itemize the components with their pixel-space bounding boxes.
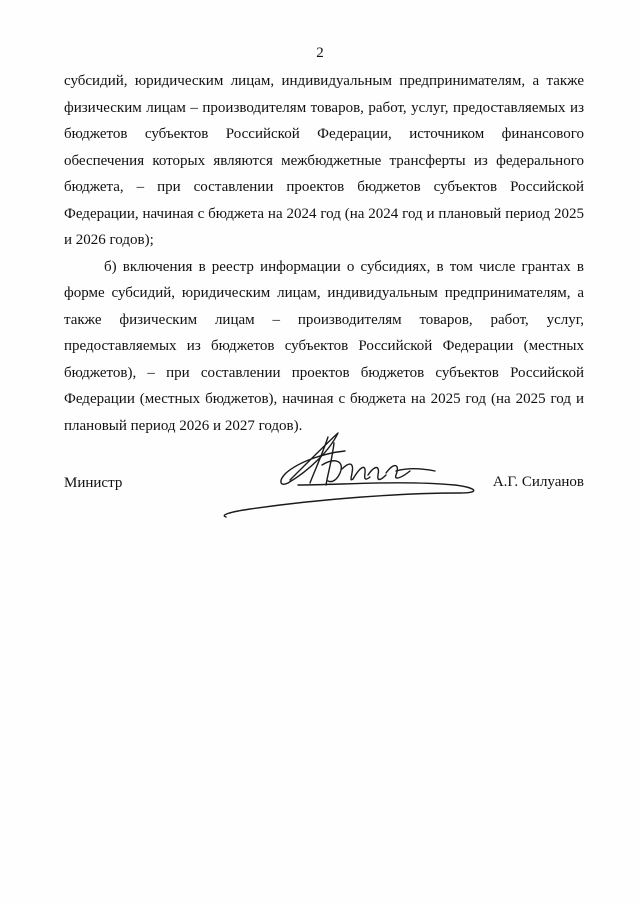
signer-title: Министр: [64, 475, 123, 491]
paragraph-continuation: субсидий, юридическим лицам, индивидуальным предпринимателям, а также физическим лицам – производителям товаров, работ, услуг, предоставляемых из бюджетов субъектов Российской Федерации, источником финансового обеспечения которых являются межбюджетные трансферты из федерального бюджета, – при составлении проектов бюджетов субъектов Российской Федерации, начиная с бюджета на 2024 год (на 2024 год и плановый период 2025 и 2026 годов);: [64, 73, 584, 248]
signature-block: [0, 425, 640, 535]
paragraph-b: б) включения в реестр информации о субсидиях, в том числе грантах в форме субсидий, юридическим лицам, индивидуальным предпринимателям, а также физическим лицам – производителям товаров, работ, услуг, предоставляемых из бюджетов субъектов Российской Федерации (местных бюджетов), – при составлении проектов бюджетов субъектов Российской Федерации (местных бюджетов), начиная с бюджета на 2025 год (на 2025 год и плановый период 2026 и 2027 годов).: [64, 258, 584, 434]
signer-name: А.Г. Силуанов: [492, 474, 584, 490]
page-number: 2: [316, 45, 324, 61]
document-body: [64, 68, 584, 439]
handwritten-signature: [210, 425, 490, 525]
